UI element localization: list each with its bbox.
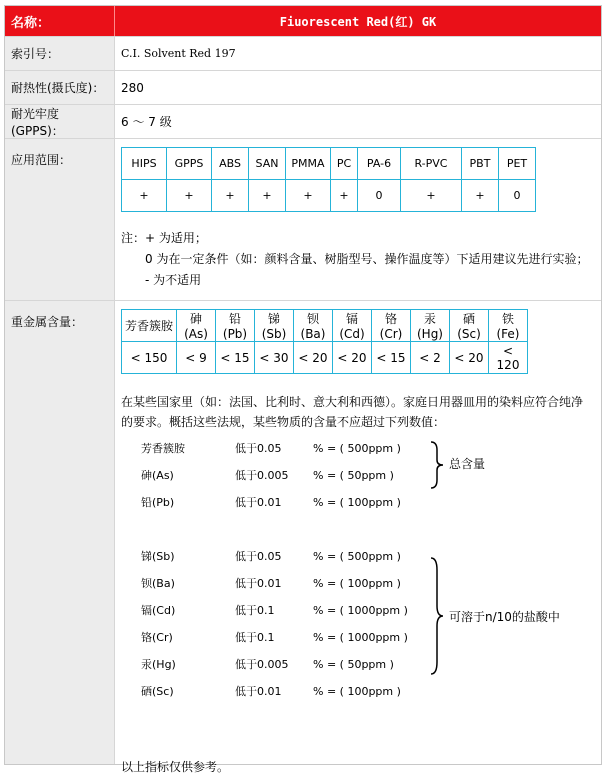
- limit-limit: 低于0.05: [235, 550, 282, 563]
- table-cell: PET: [499, 148, 536, 180]
- limit-name: 汞(Hg): [141, 658, 176, 671]
- table-cell: < 20: [294, 342, 333, 374]
- table-cell: < 15: [372, 342, 411, 374]
- applications-table: [121, 147, 536, 212]
- product-spec-sheet: [4, 5, 602, 774]
- table-cell: < 20: [450, 342, 489, 374]
- limit-name: 锑(Sb): [141, 550, 175, 563]
- table-cell: 汞(Hg): [411, 310, 450, 342]
- limit-name: 镉(Cd): [141, 604, 176, 617]
- header-row: [5, 6, 601, 37]
- table-cell: 镉(Cd): [333, 310, 372, 342]
- soluble-label: 可溶于n/10的盐酸中: [449, 610, 560, 624]
- index-value: C.I. Solvent Red 197: [115, 37, 601, 70]
- total-content-label: 总含量: [449, 457, 486, 471]
- limit-name: 铬(Cr): [141, 631, 173, 644]
- regulation-paragraph: 在某些国家里（如：法国、比利时、意大利和西德）。家庭日用器皿用的染料应符合纯净的要求。概括这些法规，某些物质的含量不应超过下列数值：: [121, 395, 584, 429]
- limit-limit: 低于0.1: [235, 604, 275, 617]
- table-cell: PC: [331, 148, 358, 180]
- limit-limit: 低于0.005: [235, 469, 289, 482]
- name-label: 名称：: [5, 6, 115, 36]
- light-label: 耐光牢度(GPPS)：: [5, 105, 115, 138]
- table-cell: < 120: [489, 342, 528, 374]
- heat-value: 280: [115, 71, 601, 104]
- table-cell: < 9: [177, 342, 216, 374]
- applications-value-row: [122, 180, 536, 212]
- table-cell: R-PVC: [401, 148, 462, 180]
- limit-item: [141, 546, 401, 566]
- table-cell: 0: [499, 180, 536, 212]
- applications-content: [115, 139, 601, 300]
- applications-label: 应用范围：: [5, 139, 115, 300]
- brace-icon: [429, 556, 449, 676]
- limits-list: [121, 438, 595, 774]
- table-cell: +: [122, 180, 167, 212]
- limit-limit: 低于0.1: [235, 631, 275, 644]
- limit-ppm: % = ( 100ppm ): [313, 576, 401, 590]
- footer-note: 以上指标仅供参考。: [121, 760, 230, 774]
- table-cell: PMMA: [286, 148, 331, 180]
- table-cell: < 30: [255, 342, 294, 374]
- limit-limit: 低于0.005: [235, 658, 289, 671]
- metals-table: [121, 309, 528, 374]
- limit-limit: 低于0.01: [235, 496, 282, 509]
- table-cell: +: [212, 180, 249, 212]
- table-cell: 钡(Ba): [294, 310, 333, 342]
- table-cell: 芳香簇胺: [122, 310, 177, 342]
- table-cell: 0: [358, 180, 401, 212]
- table-cell: 铬(Cr): [372, 310, 411, 342]
- table-cell: 铅(Pb): [216, 310, 255, 342]
- limit-ppm: % = ( 100ppm ): [313, 495, 401, 509]
- applications-notes: [121, 228, 595, 291]
- limit-item: [141, 654, 394, 674]
- table-cell: PA-6: [358, 148, 401, 180]
- limit-ppm: % = ( 1000ppm ): [313, 630, 408, 644]
- index-label: 索引号：: [5, 37, 115, 70]
- limit-item: [141, 465, 394, 485]
- note-line: 0 为在一定条件（如：颜料含量、树脂型号、操作温度等）下适用建议先进行实验；: [145, 252, 589, 266]
- brace-icon: [429, 440, 449, 490]
- table-cell: 硒(Sc): [450, 310, 489, 342]
- table-cell: GPPS: [167, 148, 212, 180]
- table-cell: < 15: [216, 342, 255, 374]
- limit-name: 铅(Pb): [141, 496, 175, 509]
- light-value: 6 ～ 7 级: [115, 105, 601, 138]
- note-line: 注：+ 为适用；: [121, 231, 207, 245]
- table-cell: < 20: [333, 342, 372, 374]
- table-cell: +: [462, 180, 499, 212]
- limit-item: [141, 600, 408, 620]
- metals-content: [115, 301, 601, 774]
- limit-name: 硒(Sc): [141, 685, 174, 698]
- table-cell: 铁(Fe): [489, 310, 528, 342]
- table-cell: < 2: [411, 342, 450, 374]
- limit-limit: 低于0.01: [235, 685, 282, 698]
- product-name: Fiuorescent Red(红) GK: [115, 6, 601, 36]
- limit-item: [141, 573, 401, 593]
- limit-name: 钡(Ba): [141, 577, 175, 590]
- note-line: - 为不适用: [145, 273, 202, 287]
- limit-limit: 低于0.01: [235, 577, 282, 590]
- metals-label: 重金属含量：: [5, 301, 115, 764]
- heat-label: 耐热性(摄氏度)：: [5, 71, 115, 104]
- limit-ppm: % = ( 500ppm ): [313, 441, 401, 455]
- applications-row: [5, 139, 601, 301]
- table-cell: +: [167, 180, 212, 212]
- applications-header-row: [122, 148, 536, 180]
- table-cell: 砷(As): [177, 310, 216, 342]
- table-cell: PBT: [462, 148, 499, 180]
- table-cell: +: [331, 180, 358, 212]
- table-cell: HIPS: [122, 148, 167, 180]
- table-cell: +: [401, 180, 462, 212]
- metals-value-row: [122, 342, 528, 374]
- metals-row: [5, 301, 601, 774]
- limit-ppm: % = ( 50ppm ): [313, 468, 394, 482]
- table-cell: ABS: [212, 148, 249, 180]
- index-row: [5, 37, 601, 71]
- table-cell: < 150: [122, 342, 177, 374]
- metals-header-row: [122, 310, 528, 342]
- table-cell: SAN: [249, 148, 286, 180]
- limit-item: [141, 492, 401, 512]
- table-cell: +: [286, 180, 331, 212]
- limit-ppm: % = ( 100ppm ): [313, 684, 401, 698]
- limit-name: 砷(As): [141, 469, 174, 482]
- limit-limit: 低于0.05: [235, 442, 282, 455]
- limit-item: [141, 681, 401, 701]
- limit-ppm: % = ( 50ppm ): [313, 657, 394, 671]
- limit-item: [141, 627, 408, 647]
- limit-item: [141, 438, 401, 458]
- limit-ppm: % = ( 500ppm ): [313, 549, 401, 563]
- heat-row: [5, 71, 601, 105]
- table-cell: 锑(Sb): [255, 310, 294, 342]
- table-cell: +: [249, 180, 286, 212]
- light-row: [5, 105, 601, 139]
- limit-name: 芳香簇胺: [141, 442, 185, 455]
- limit-ppm: % = ( 1000ppm ): [313, 603, 408, 617]
